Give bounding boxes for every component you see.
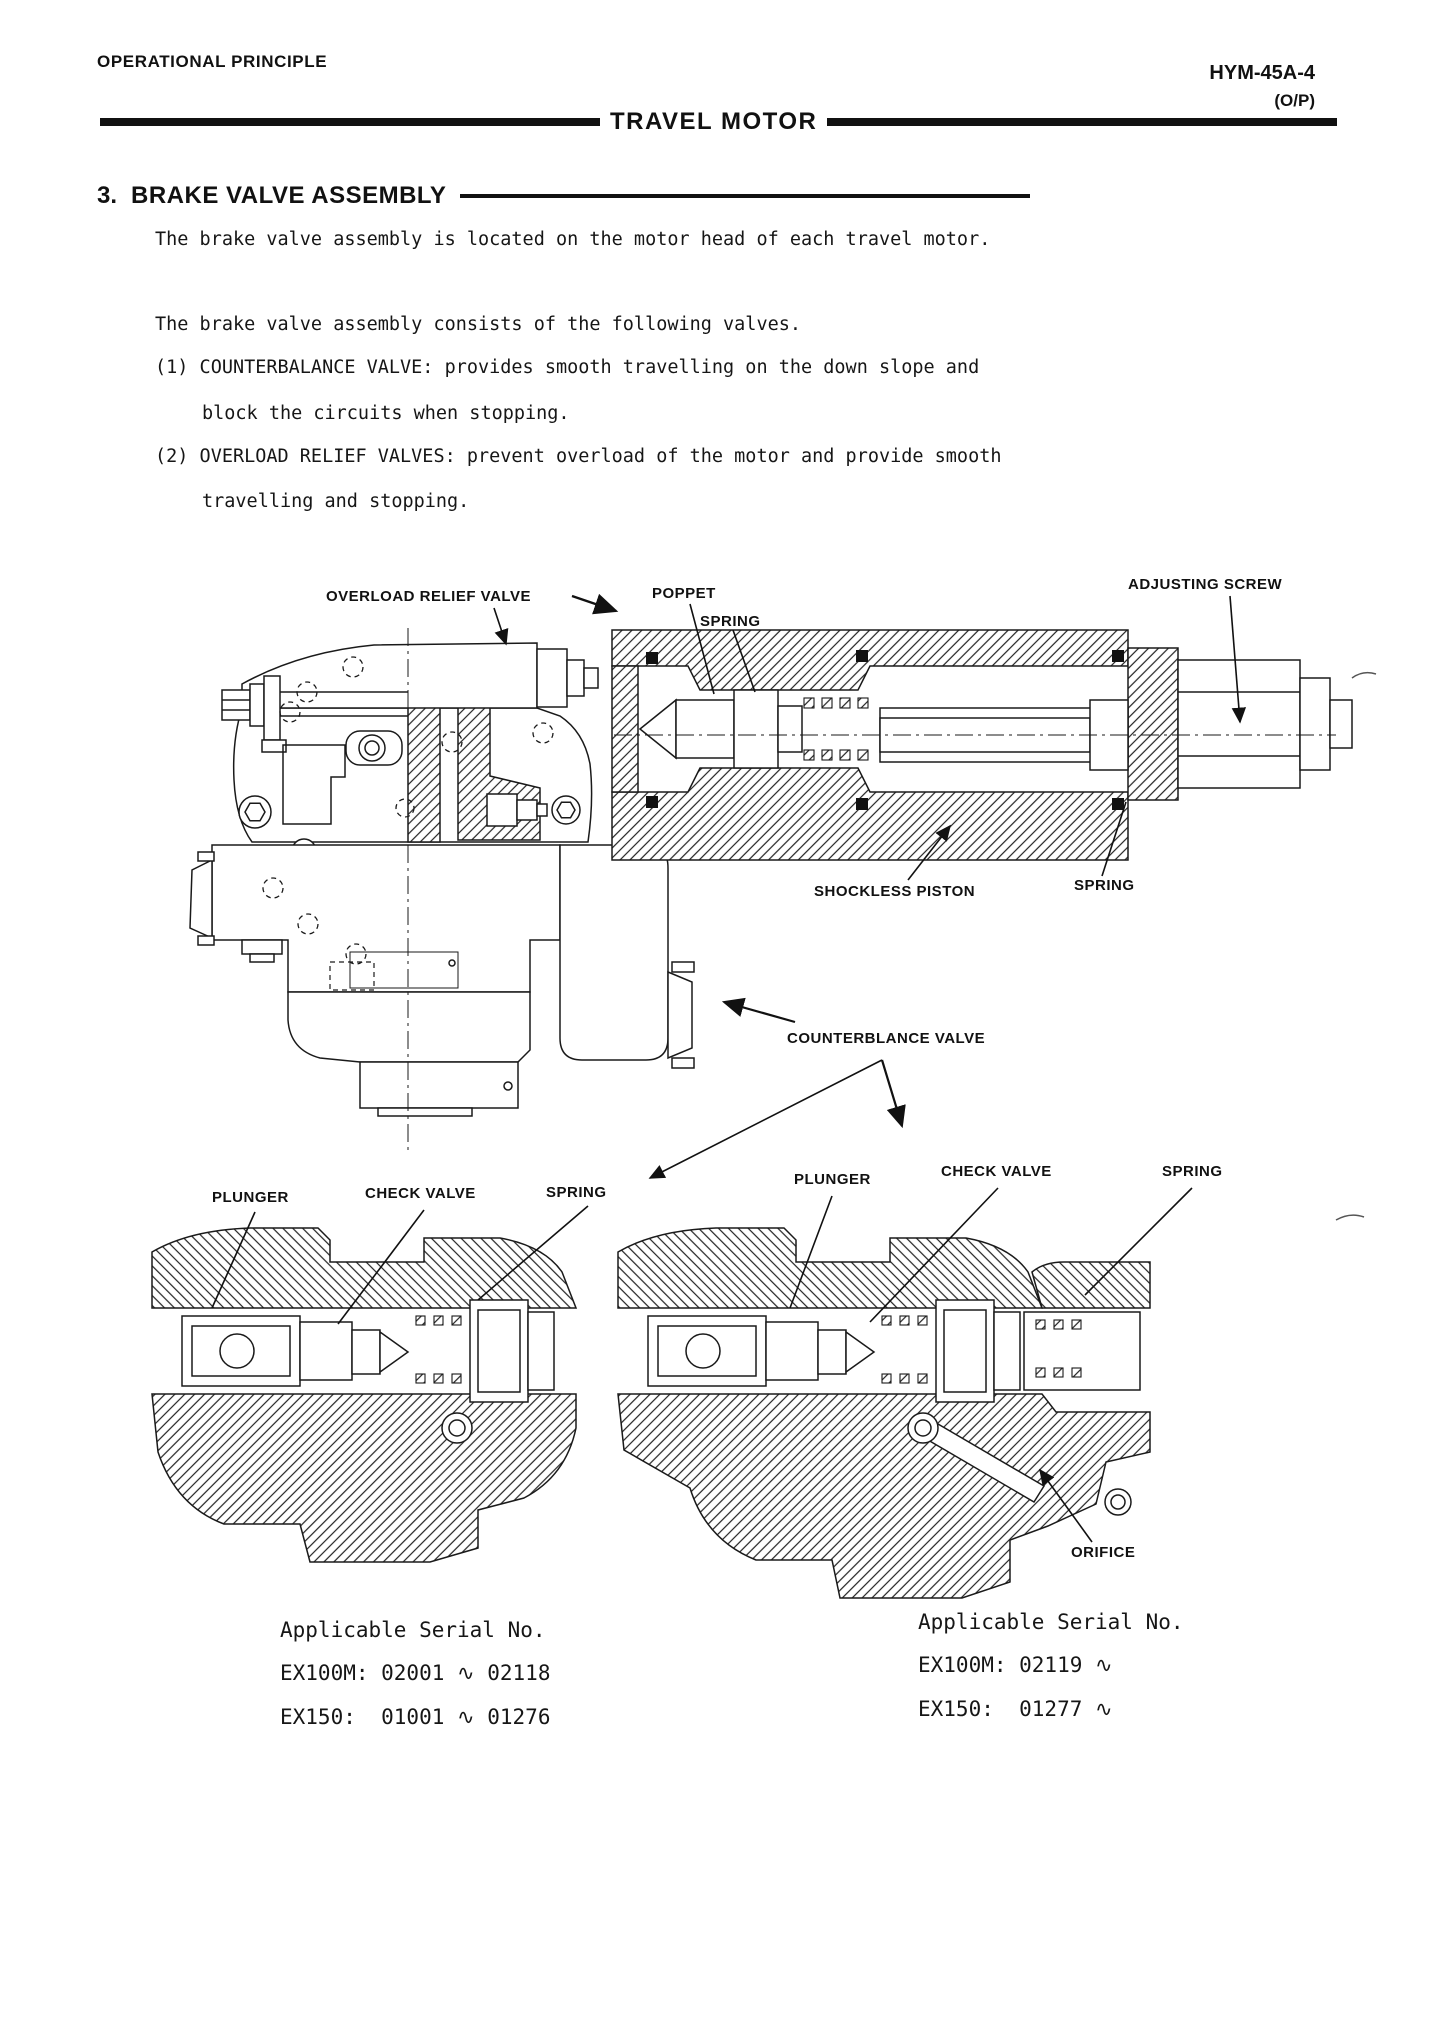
doc-code: HYM-45A-4	[1209, 62, 1315, 84]
label-overload-relief-valve: OVERLOAD RELIEF VALVE	[326, 588, 531, 605]
paragraph-consists: The brake valve assembly consists of the following valves.	[155, 314, 802, 335]
label-adjusting-screw: ADJUSTING SCREW	[1128, 576, 1283, 593]
label-check-valve-right: CHECK VALVE	[941, 1163, 1052, 1180]
paragraph-intro: The brake valve assembly is located on the motor head of each travel motor.	[155, 229, 991, 250]
label-spring-right: SPRING	[1162, 1163, 1223, 1180]
serial-right-line-1: EX100M: 02119 ∿	[918, 1653, 1113, 1677]
label-spring-left: SPRING	[546, 1184, 607, 1201]
serial-right-line-2: EX150: 01277 ∿	[918, 1697, 1113, 1721]
label-spring-top: SPRING	[700, 613, 761, 630]
doc-code-sub: (O/P)	[1274, 91, 1315, 110]
section-title: BRAKE VALVE ASSEMBLY	[131, 182, 447, 209]
margin-marks	[1336, 673, 1376, 1220]
serial-left-title: Applicable Serial No.	[280, 1618, 546, 1642]
list-item-2-line-1: (2) OVERLOAD RELIEF VALVES: prevent overload of the motor and provide smooth	[155, 446, 1002, 467]
chapter-title: TRAVEL MOTOR	[610, 108, 818, 135]
serial-left-line-1: EX100M: 02001 ∿ 02118	[280, 1661, 551, 1685]
serial-left-line-2: EX150: 01001 ∿ 01276	[280, 1705, 551, 1729]
label-shockless-piston: SHOCKLESS PISTON	[814, 883, 976, 900]
counterbalance-left-section-diagram	[152, 1228, 576, 1562]
label-check-valve-left: CHECK VALVE	[365, 1185, 476, 1202]
serial-right-title: Applicable Serial No.	[918, 1610, 1184, 1634]
list-item-2-line-2: travelling and stopping.	[202, 491, 470, 512]
relief-valve-section-diagram	[612, 630, 1352, 860]
label-plunger-right: PLUNGER	[794, 1171, 871, 1188]
counterbalance-right-section-diagram	[618, 1228, 1150, 1598]
list-item-1-line-2: block the circuits when stopping.	[202, 403, 570, 424]
label-counterblance-valve: COUNTERBLANCE VALVE	[787, 1030, 986, 1047]
label-spring-relief: SPRING	[1074, 877, 1135, 894]
list-item-1-line-1: (1) COUNTERBALANCE VALVE: provides smooth travelling on the down slope and	[155, 357, 980, 378]
page-title: OPERATIONAL PRINCIPLE	[97, 52, 328, 71]
label-poppet: POPPET	[652, 585, 716, 602]
label-plunger-left: PLUNGER	[212, 1189, 289, 1206]
section-number: 3.	[97, 182, 118, 209]
label-orifice: ORIFICE	[1071, 1544, 1136, 1561]
